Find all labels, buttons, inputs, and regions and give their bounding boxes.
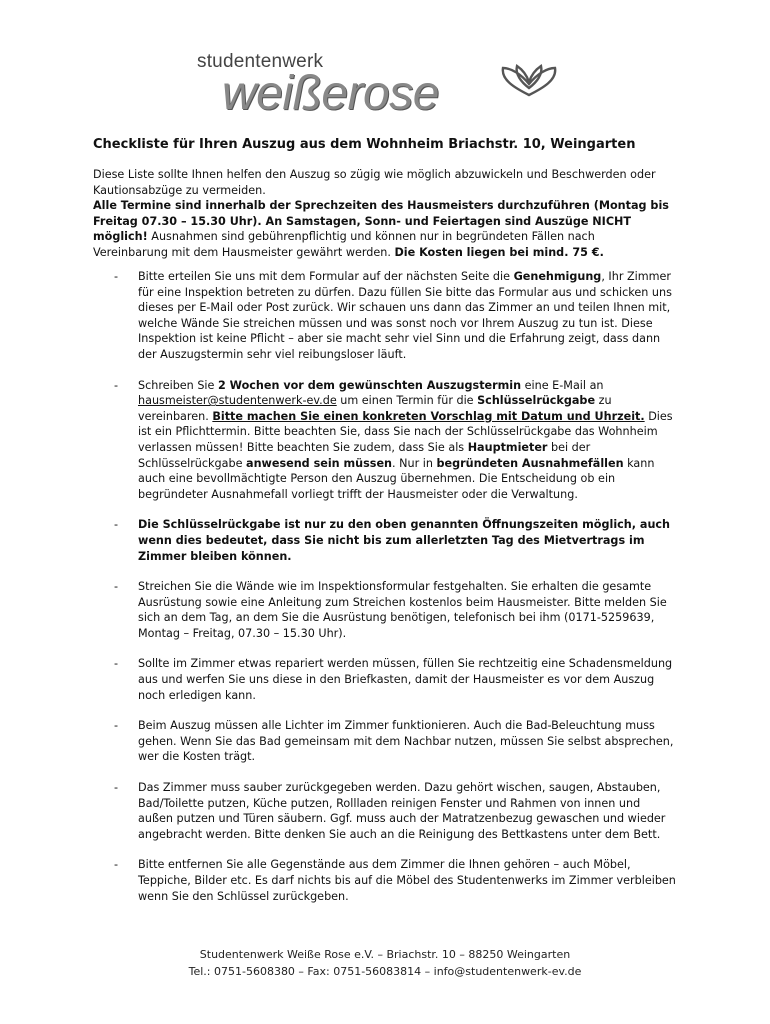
item-text: Beim Auszug müssen alle Lichter im Zimmer funktionieren. Auch die Bad-Beleuchtung muss gehen. Wenn Sie das Bad gemeinsam mit dem Nachbar nutzen, müssen Sie selbst absprechen, wer die Kosten trägt. — [138, 719, 674, 764]
list-item — [93, 656, 678, 703]
intro-exceptions-text: Ausnahmen sind gebührenpflichtig und können nur in begründeten Fällen nach Vereinbarung mit dem Hausmeister gewährt werden. — [93, 230, 595, 259]
list-dash: - — [114, 781, 119, 795]
intro-paragraph — [93, 167, 673, 261]
list-dash: - — [114, 378, 119, 392]
item-bold: Hauptmieter — [467, 440, 548, 454]
email-link[interactable]: hausmeister@studentenwerk-ev.de — [138, 394, 337, 408]
item-text: zu vereinbaren. — [138, 394, 612, 423]
item-text: , Ihr Zimmer für eine Inspektion betreten zu dürfen. Dazu füllen Sie bitte das Formular aus und schicken uns dieses per E-Mail oder Post zurück. Wir schauen uns dann das Zimmer an und teilen Ihnen mit, welche Wände Sie streichen müssen und was sonst noch vor Ihrem Auszug zu tun ist. Diese Inspektion ist keine Pflicht – aber sie macht sehr viel Sinn und die Erfahrung zeigt, dass dann der Auszugstermin sehr viel reibungsloser läuft. — [138, 270, 672, 361]
item-text: . Nur in — [392, 456, 437, 470]
list-dash: - — [114, 657, 119, 671]
item-bold: begründeten Ausnahmefällen — [436, 456, 624, 470]
item-text: Streichen Sie die Wände wie im Inspektionsformular festgehalten. Sie erhalten die gesamte Ausrüstung sowie eine Anleitung zum Streichen kostenlos beim Hausmeister. Bitte melden Sie sich an dem Tag, an dem Sie die Ausrüstung benötigen, telefonisch bei ihm (0171-5259639, Montag – Freitag, 07.30 – 15.30 Uhr). — [138, 580, 667, 640]
list-dash: - — [114, 270, 119, 283]
item-text: Bitte entfernen Sie alle Gegenstände aus dem Zimmer die Ihnen gehören – auch Möbel, Teppiche, Bilder etc. Es darf nichts bis auf die Möbel des Studentenwerks im Zimmer verbleiben wenn Sie den Schlüssel zurückgeben. — [138, 858, 676, 903]
logo-small-text: studentenwerk — [197, 51, 324, 72]
list-item — [93, 517, 678, 564]
list-item — [93, 269, 678, 363]
item-text: Das Zimmer muss sauber zurückgegeben werden. Dazu gehört wischen, saugen, Abstauben, Bad/Toilette putzen, Küche putzen, Rollladen reinigen Fenster und Rahmen von innen und außen putzen und Türen säubern. Ggf. muss auch der Matratzenbezug gewaschen und wieder angebracht werden. Bitte denken Sie auch an die Reinigung des Bettkastens unter dem Bett. — [138, 781, 666, 841]
list-item — [93, 780, 678, 842]
intro-text: Diese Liste sollte Ihnen helfen den Auszug so zügig wie möglich abzuwickeln und Beschwerden oder Kautionsabzüge zu vermeiden. — [93, 168, 656, 197]
item-bold-underlined: Bitte machen Sie einen konkreten Vorschlag mit Datum und Uhrzeit. — [212, 409, 645, 423]
item-text: eine E-Mail an — [521, 378, 604, 392]
list-dash: - — [114, 719, 119, 733]
item-text: Dies ist ein Pflichttermin. Bitte beachten Sie, dass Sie nach der Schlüsselrückgabe das Wohnheim verlassen müssen! Bitte beachten Sie zudem, dass Sie als — [138, 409, 673, 454]
logo-big-text: weißerose — [222, 67, 439, 120]
intro-bold-costs: Die Kosten liegen bei mind. 75 €. — [394, 245, 604, 259]
page-title: Checkliste für Ihren Auszug aus dem Wohnheim Briachstr. 10, Weingarten — [93, 137, 636, 152]
list-dash: - — [114, 580, 119, 594]
item-bold: Genehmigung — [513, 270, 602, 283]
footer-address: Studentenwerk Weiße Rose e.V. – Briachstr. 10 – 88250 Weingarten — [199, 948, 571, 961]
list-item — [93, 378, 678, 503]
list-item — [93, 718, 678, 765]
item-bold: 2 Wochen vor dem gewünschten Auszugstermin — [217, 378, 522, 392]
intro-bold-appointments: Alle Termine sind innerhalb der Sprechzeiten des Hausmeisters durchzuführen (Montag bis Freitag 07.30 – 15.30 Uhr). An Samstagen, Sonn- und Feiertagen sind Auszüge NICHT möglich! — [93, 199, 669, 244]
item-text: Schreiben Sie — [138, 378, 218, 392]
item-text: Sollte im Zimmer etwas repariert werden müssen, füllen Sie rechtzeitig eine Schadensmeldung aus und werfen Sie uns diese in den Briefkasten, damit der Hausmeister es vor dem Auszug noch erledigen kann. — [138, 657, 673, 702]
list-item — [93, 857, 678, 904]
checklist — [93, 269, 678, 904]
item-bold: anwesend sein müssen — [246, 456, 392, 470]
item-bold: Die Schlüsselrückgabe ist nur zu den oben genannten Öffnungszeiten möglich, auch wenn dies bedeutet, dass Sie nicht bis zum allerletzten Tag des Mietvertrags im Zimmer bleiben können. — [138, 518, 671, 563]
footer — [0, 946, 770, 980]
logo — [192, 48, 562, 120]
item-text: kann auch eine bevollmächtigte Person den Auszug übernehmen. Die Entscheidung ob ein begründeter Ausnahmefall vorliegt trifft der Hausmeister oder die Verwaltung. — [138, 456, 655, 501]
list-item — [93, 579, 678, 641]
footer-contact: Tel.: 0751-5608380 – Fax: 0751-56083814 – info@studentenwerk-ev.de — [188, 965, 582, 978]
item-text: bei der Schlüsselrückgabe — [138, 440, 591, 470]
item-text: um einen Termin für die — [336, 394, 478, 408]
item-text: Bitte erteilen Sie uns mit dem Formular auf der nächsten Seite die — [138, 270, 514, 283]
item-bold: Schlüsselrückgabe — [477, 394, 596, 408]
list-dash: - — [114, 858, 119, 872]
list-dash: - — [114, 518, 119, 532]
rose-logo-icon — [497, 62, 561, 98]
